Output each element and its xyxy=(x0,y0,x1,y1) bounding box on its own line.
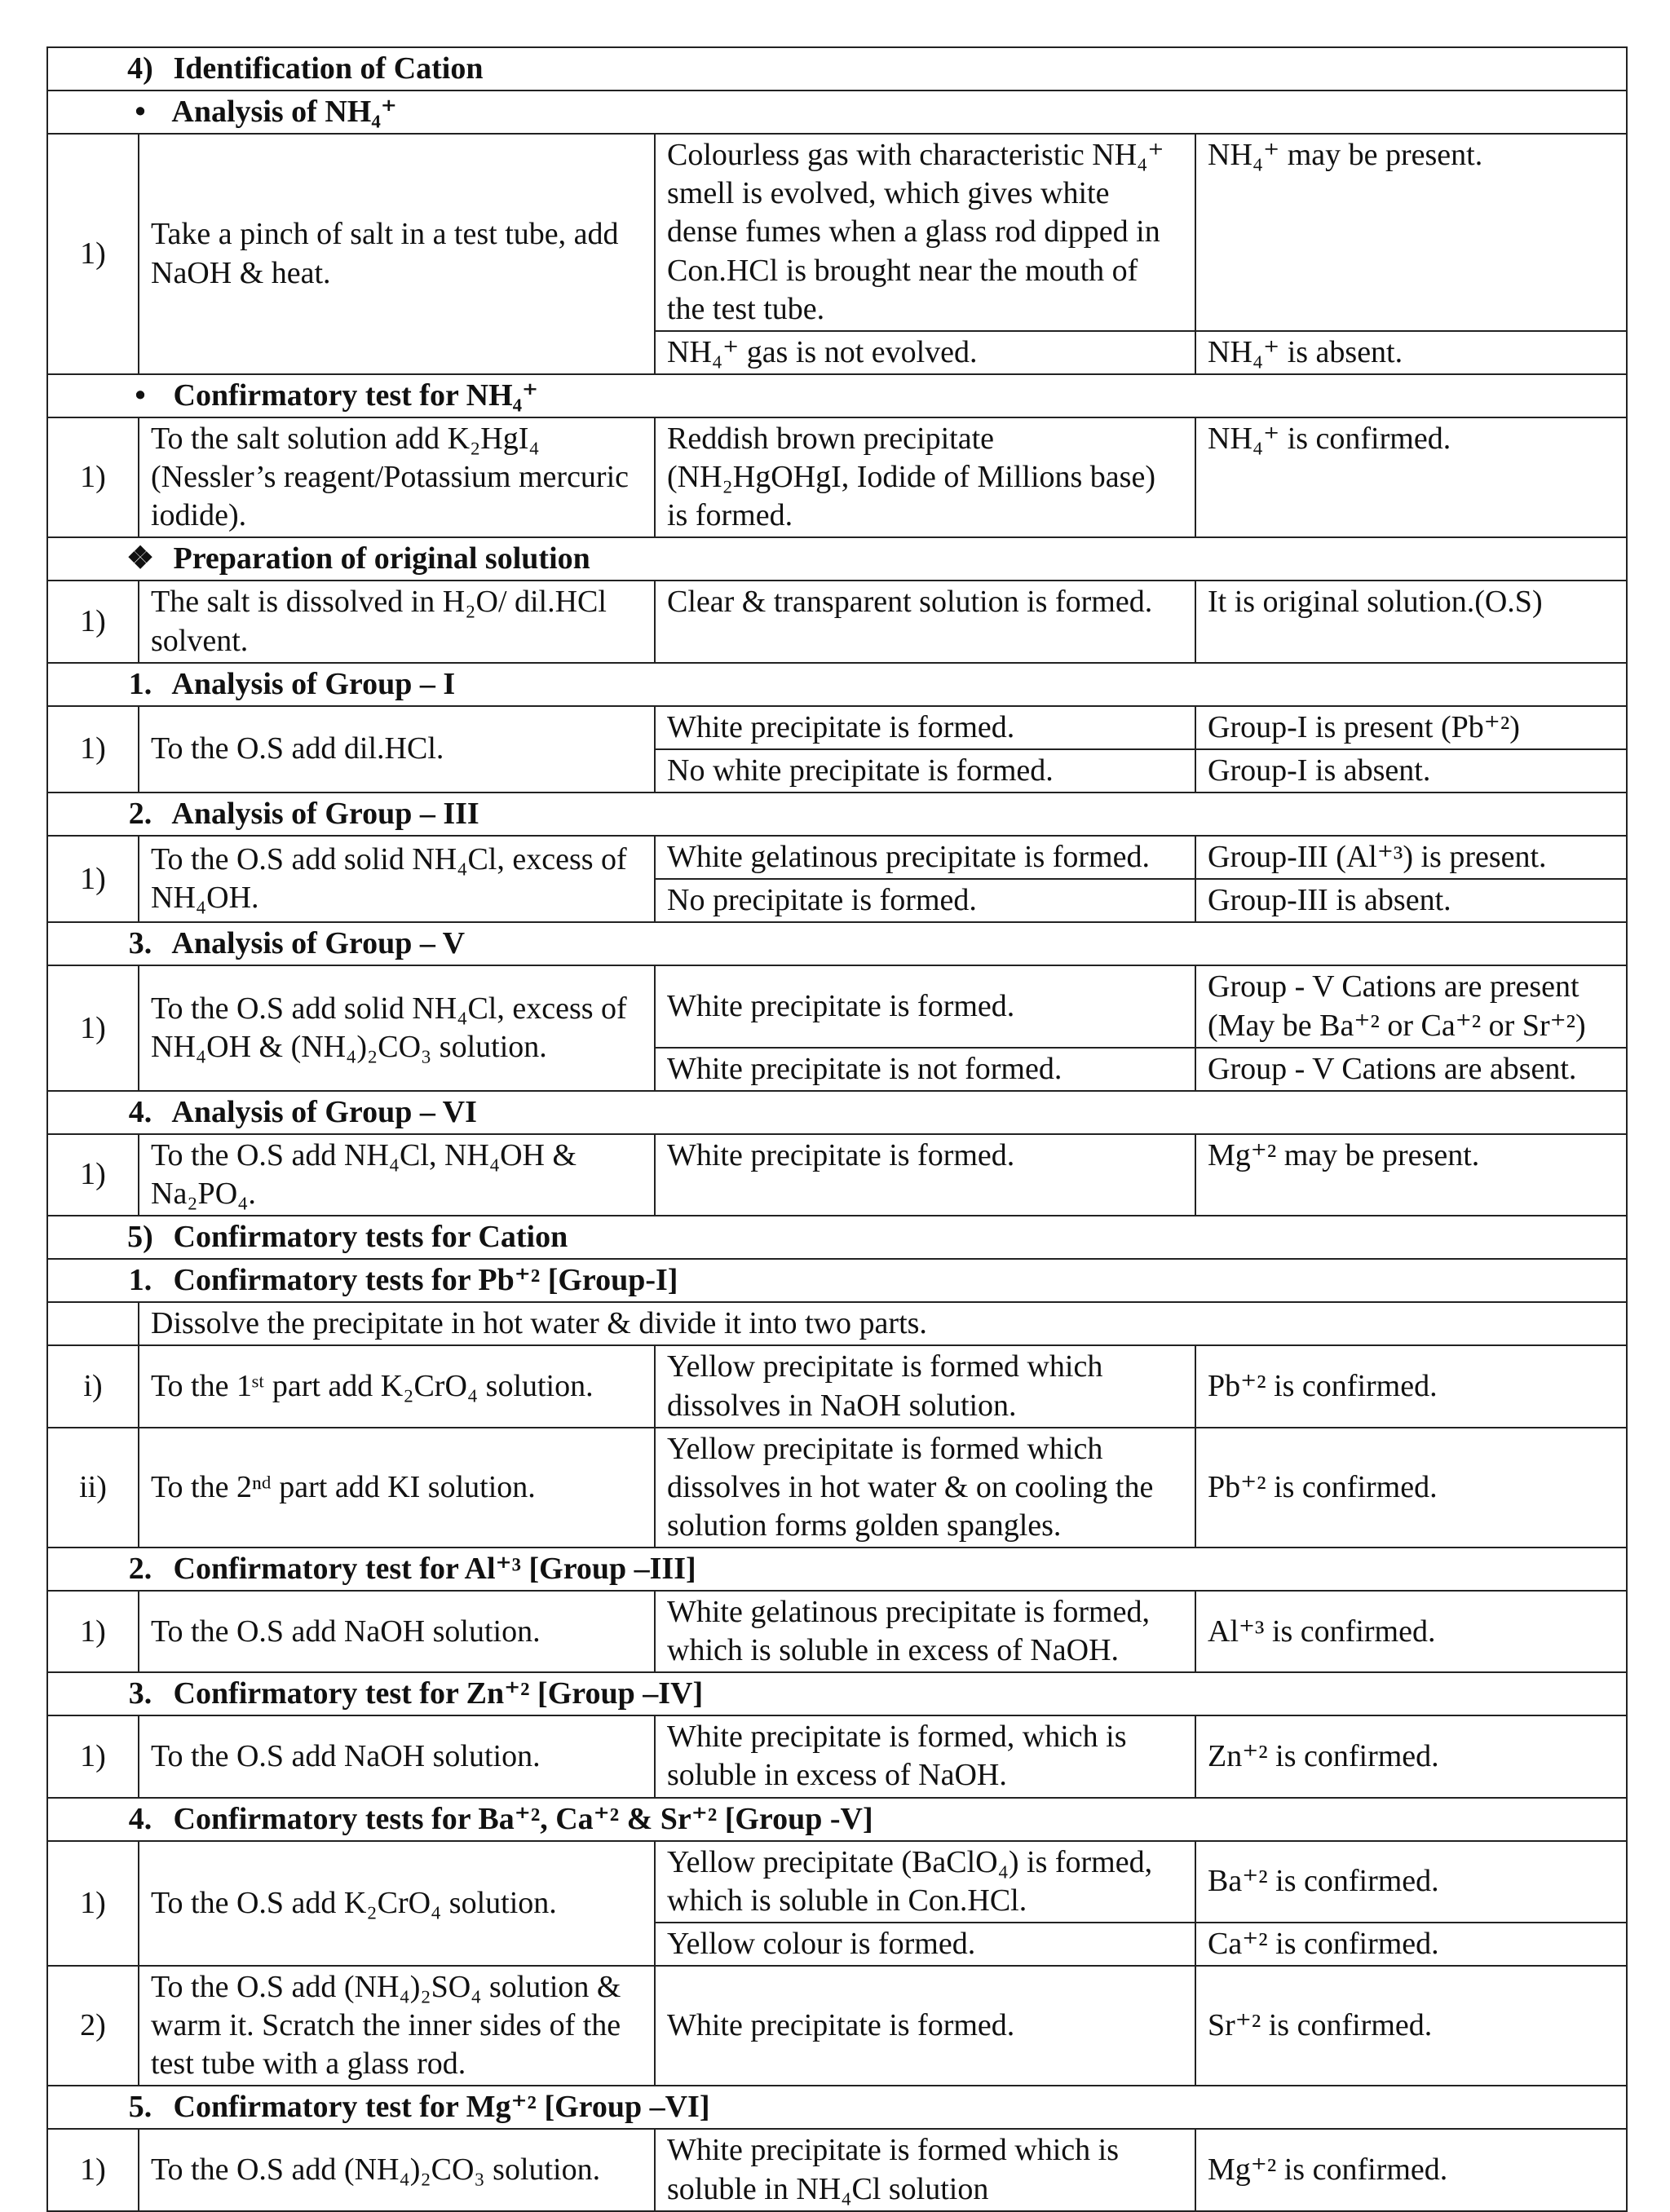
experiment-cell: To the O.S add solid NH₄Cl, excess of NH₄OH & (NH₄)₂CO₃ solution. xyxy=(139,965,655,1090)
experiment-cell: To the O.S add (NH₄)₂SO₄ solution & warm it. Scratch the inner sides of the test tube with a glass rod. xyxy=(139,1966,655,2086)
inference-cell: NH₄⁺ is absent. xyxy=(1195,331,1627,374)
empty-cell xyxy=(47,1302,139,1345)
table-row xyxy=(47,836,1627,879)
experiment-cell: To the O.S add NH₄Cl, NH₄OH & Na₂PO₄. xyxy=(139,1134,655,1216)
inference-cell: Sr⁺² is confirmed. xyxy=(1195,1966,1627,2086)
bullet-icon: • xyxy=(135,377,146,413)
step-number: 1) xyxy=(47,581,139,662)
observation-cell: Colourless gas with characteristic NH₄⁺ smell is evolved, which gives white dense fumes when a glass rod dipped in Con.HCl is brought near the mouth of the test tube. xyxy=(655,134,1195,331)
table-row xyxy=(47,134,1627,331)
inference-cell: Zn⁺² is confirmed. xyxy=(1195,1715,1627,1797)
observation-cell: White precipitate is formed which is soluble in NH₄Cl solution xyxy=(655,2129,1195,2210)
observation-cell: White precipitate is formed, which is soluble in excess of NaOH. xyxy=(655,1715,1195,1797)
observation-cell: NH₄⁺ gas is not evolved. xyxy=(655,331,1195,374)
observation-cell: Reddish brown precipitate (NH₂HgOHgI, Iodide of Millions base) is formed. xyxy=(655,417,1195,537)
subheading-title: Confirmatory test for NH₄⁺ xyxy=(173,377,539,413)
table-row xyxy=(47,965,1627,1047)
observation-cell: Clear & transparent solution is formed. xyxy=(655,581,1195,662)
inference-cell: Group-III is absent. xyxy=(1195,879,1627,922)
item-number: 5. xyxy=(128,2090,152,2125)
item-number: 1. xyxy=(128,1263,152,1298)
observation-cell: White precipitate is not formed. xyxy=(655,1048,1195,1091)
experiment-cell: To the 1ˢᵗ part add K₂CrO₄ solution. xyxy=(139,1345,655,1427)
subheading-title: Analysis of NH₄⁺ xyxy=(171,95,397,130)
step-number: 1) xyxy=(47,2129,139,2210)
section-title: Confirmatory tests for Cation xyxy=(173,1220,568,1255)
table-row xyxy=(47,706,1627,749)
experiment-cell: To the O.S add K₂CrO₄ solution. xyxy=(139,1841,655,1966)
observation-cell: Yellow precipitate (BaClO₄) is formed, which is soluble in Con.HCl. xyxy=(655,1841,1195,1923)
subheading-mg-confirm xyxy=(47,2086,1627,2129)
subheading-nh4-analysis xyxy=(47,91,1627,134)
experiment-cell: To the O.S add solid NH₄Cl, excess of NH₄OH. xyxy=(139,836,655,922)
step-number: 1) xyxy=(47,836,139,922)
section-heading-confirmatory xyxy=(47,1216,1627,1259)
table-row xyxy=(47,1302,1627,1345)
step-number: 1) xyxy=(47,417,139,537)
step-number: 1) xyxy=(47,134,139,374)
observation-cell: Yellow precipitate is formed which dissolves in NaOH solution. xyxy=(655,1345,1195,1427)
bullet-icon: • xyxy=(135,95,146,130)
inference-cell: Group - V Cations are absent. xyxy=(1195,1048,1627,1091)
table-row xyxy=(47,1345,1627,1427)
section-title: Identification of Cation xyxy=(173,51,484,86)
step-number: 2) xyxy=(47,1966,139,2086)
table-row xyxy=(47,1591,1627,1672)
experiment-cell: To the O.S add NaOH solution. xyxy=(139,1715,655,1797)
table-row xyxy=(47,2129,1627,2210)
subheading-zn-confirm xyxy=(47,1672,1627,1715)
section-number: 4) xyxy=(127,51,153,86)
subheading-al-confirm xyxy=(47,1548,1627,1591)
table-row xyxy=(47,1428,1627,1548)
table-row xyxy=(47,1715,1627,1797)
experiment-cell: The salt is dissolved in H₂O/ dil.HCl solvent. xyxy=(139,581,655,662)
inference-cell: Mg⁺² may be present. xyxy=(1195,1134,1627,1216)
cation-analysis-table xyxy=(46,46,1628,2212)
inference-cell: Pb⁺² is confirmed. xyxy=(1195,1428,1627,1548)
inference-cell: Al⁺³ is confirmed. xyxy=(1195,1591,1627,1672)
observation-cell: Yellow colour is formed. xyxy=(655,1923,1195,1966)
table-row xyxy=(47,1134,1627,1216)
inference-cell: Group-III (Al⁺³) is present. xyxy=(1195,836,1627,879)
inference-cell: Ba⁺² is confirmed. xyxy=(1195,1841,1627,1923)
subheading-original-solution xyxy=(47,537,1627,581)
step-number: 1) xyxy=(47,1591,139,1672)
subheading-group-5 xyxy=(47,922,1627,965)
subheading-title: Analysis of Group – VI xyxy=(171,1094,477,1129)
inference-cell: Pb⁺² is confirmed. xyxy=(1195,1345,1627,1427)
observation-cell: Yellow precipitate is formed which dissolves in hot water & on cooling the solution forms golden spangles. xyxy=(655,1428,1195,1548)
step-number: 1) xyxy=(47,1134,139,1216)
step-number: 1) xyxy=(47,965,139,1090)
item-number: 3. xyxy=(128,926,152,961)
table-row xyxy=(47,581,1627,662)
step-number: 1) xyxy=(47,706,139,793)
inference-cell: NH₄⁺ is confirmed. xyxy=(1195,417,1627,537)
subheading-group-1 xyxy=(47,663,1627,706)
item-number: 4. xyxy=(128,1801,152,1836)
item-number: 3. xyxy=(128,1676,152,1711)
item-number: 2. xyxy=(128,1551,152,1586)
subheading-pb-confirm xyxy=(47,1259,1627,1302)
observation-cell: White precipitate is formed. xyxy=(655,965,1195,1047)
observation-cell: White gelatinous precipitate is formed, which is soluble in excess of NaOH. xyxy=(655,1591,1195,1672)
subheading-group5-confirm xyxy=(47,1798,1627,1841)
inference-cell: Group-I is present (Pb⁺²) xyxy=(1195,706,1627,749)
item-number: 4. xyxy=(128,1094,152,1129)
subheading-title: Analysis of Group – III xyxy=(171,796,479,831)
experiment-cell: Take a pinch of salt in a test tube, add NaOH & heat. xyxy=(139,134,655,374)
subheading-title: Confirmatory test for Mg⁺² [Group –VI] xyxy=(173,2090,710,2125)
observation-cell: White precipitate is formed. xyxy=(655,706,1195,749)
item-number: 1. xyxy=(128,666,152,701)
observation-cell: No precipitate is formed. xyxy=(655,879,1195,922)
diamond-bullet-icon: ❖ xyxy=(126,541,155,576)
subheading-title: Confirmatory test for Zn⁺² [Group –IV] xyxy=(173,1676,704,1711)
step-number: i) xyxy=(47,1345,139,1427)
inference-cell: Group-I is absent. xyxy=(1195,749,1627,793)
experiment-cell: To the 2ⁿᵈ part add KI solution. xyxy=(139,1428,655,1548)
inference-cell: NH₄⁺ may be present. xyxy=(1195,134,1627,331)
table-row xyxy=(47,417,1627,537)
inference-cell: Ca⁺² is confirmed. xyxy=(1195,1923,1627,1966)
inference-cell: Group - V Cations are present (May be Ba⁺² or Ca⁺² or Sr⁺²) xyxy=(1195,965,1627,1047)
subheading-title: Preparation of original solution xyxy=(173,541,590,576)
observation-cell: White precipitate is formed. xyxy=(655,1134,1195,1216)
subheading-group-3 xyxy=(47,793,1627,836)
experiment-cell: To the O.S add dil.HCl. xyxy=(139,706,655,793)
inference-cell: It is original solution.(O.S) xyxy=(1195,581,1627,662)
subheading-title: Confirmatory tests for Ba⁺², Ca⁺² & Sr⁺² [Group -V] xyxy=(173,1801,873,1836)
experiment-cell: To the O.S add (NH₄)₂CO₃ solution. xyxy=(139,2129,655,2210)
section-heading-identification xyxy=(47,47,1627,91)
experiment-cell: To the salt solution add K₂HgI₄ (Nessler’s reagent/Potassium mercuric iodide). xyxy=(139,417,655,537)
procedure-note: Dissolve the precipitate in hot water & divide it into two parts. xyxy=(139,1302,1627,1345)
step-number: ii) xyxy=(47,1428,139,1548)
subheading-nh4-confirm xyxy=(47,374,1627,417)
subheading-group-6 xyxy=(47,1091,1627,1134)
step-number: 1) xyxy=(47,1841,139,1966)
subheading-title: Confirmatory test for Al⁺³ [Group –III] xyxy=(173,1551,696,1586)
subheading-title: Confirmatory tests for Pb⁺² [Group-I] xyxy=(173,1263,678,1298)
observation-cell: White gelatinous precipitate is formed. xyxy=(655,836,1195,879)
item-number: 2. xyxy=(128,796,152,831)
experiment-cell: To the O.S add NaOH solution. xyxy=(139,1591,655,1672)
table-row xyxy=(47,1841,1627,1923)
subheading-title: Analysis of Group – V xyxy=(171,926,466,961)
table-row xyxy=(47,1966,1627,2086)
inference-cell: Mg⁺² is confirmed. xyxy=(1195,2129,1627,2210)
observation-cell: No white precipitate is formed. xyxy=(655,749,1195,793)
subheading-title: Analysis of Group – I xyxy=(171,666,456,701)
observation-cell: White precipitate is formed. xyxy=(655,1966,1195,2086)
step-number: 1) xyxy=(47,1715,139,1797)
section-number: 5) xyxy=(127,1220,153,1255)
